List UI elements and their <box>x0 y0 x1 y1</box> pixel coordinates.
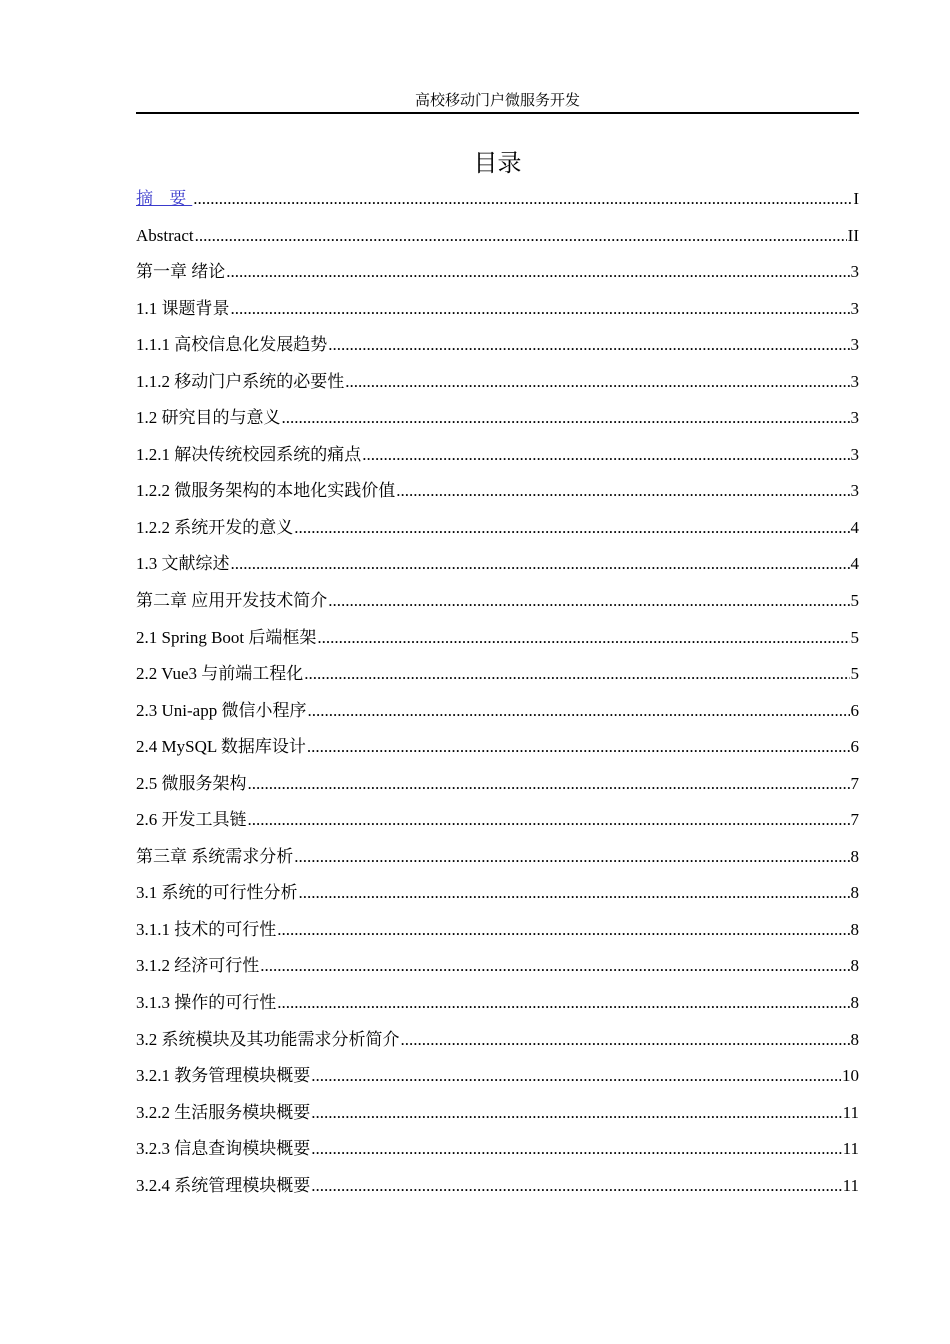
toc-dot-leader <box>317 622 849 654</box>
toc-page-number: 8 <box>850 956 859 976</box>
toc-entry-label: 1.2 研究目的与意义 <box>136 408 281 428</box>
toc-dot-leader <box>226 256 849 288</box>
toc-page-number: 7 <box>850 773 859 793</box>
toc-entry[interactable] <box>136 1170 859 1207</box>
toc-page-number: 8 <box>850 883 859 903</box>
toc-entry-label: 3.2.3 信息查询模块概要 <box>136 1139 311 1159</box>
toc-page-number: 5 <box>850 591 859 611</box>
toc-dot-leader <box>396 475 849 507</box>
toc-dot-leader <box>282 402 850 434</box>
toc-page-number: II <box>847 225 859 245</box>
toc-dot-leader <box>231 293 850 325</box>
toc-entry[interactable] <box>136 548 859 585</box>
toc-entry[interactable] <box>136 622 859 659</box>
toc-entry-label: 1.3 文献综述 <box>136 554 230 574</box>
toc-page-number: 4 <box>850 554 859 574</box>
toc-entry-label: 1.1.1 高校信息化发展趋势 <box>136 335 328 355</box>
toc-dot-leader <box>277 914 849 946</box>
toc-dot-leader <box>401 1024 850 1056</box>
toc-entry[interactable] <box>136 1097 859 1134</box>
toc-page-number: 11 <box>842 1102 859 1122</box>
toc-entry-label: 2.6 开发工具链 <box>136 810 247 830</box>
toc-entry-label: 1.1 课题背景 <box>136 298 230 318</box>
toc-entry-label: Abstract <box>136 225 194 245</box>
toc-entry[interactable] <box>136 768 859 805</box>
toc-entry[interactable] <box>136 841 859 878</box>
toc-entry-label: 2.2 Vue3 与前端工程化 <box>136 664 304 684</box>
toc-entry-label: 1.2.2 微服务架构的本地化实践价值 <box>136 481 396 501</box>
toc-entry-label: 2.4 MySQL 数据库设计 <box>136 737 306 757</box>
toc-page-number: 3 <box>850 371 859 391</box>
toc-page-number: I <box>853 189 859 208</box>
toc-dot-leader <box>345 366 849 398</box>
toc-entry-label: 1.2.2 系统开发的意义 <box>136 517 294 537</box>
toc-entry[interactable] <box>136 731 859 768</box>
toc-page-number: 6 <box>850 700 859 720</box>
toc-entry[interactable] <box>136 256 859 293</box>
toc-dot-leader <box>248 768 850 800</box>
toc-dot-leader <box>311 1097 841 1129</box>
toc-page-number: 6 <box>850 737 859 757</box>
toc-entry-label: 3.1.1 技术的可行性 <box>136 919 277 939</box>
toc-entry-label: 第一章 绪论 <box>136 262 226 282</box>
toc-dot-leader <box>193 183 852 215</box>
toc-page-number: 3 <box>850 262 859 282</box>
toc-page-number: 5 <box>850 627 859 647</box>
toc-entry[interactable] <box>136 402 859 439</box>
toc-page-number: 3 <box>850 298 859 318</box>
toc-entry-label: 3.1.3 操作的可行性 <box>136 993 277 1013</box>
toc-page-number: 3 <box>850 408 859 428</box>
toc-entry[interactable] <box>136 658 859 695</box>
toc-entry[interactable] <box>136 366 859 403</box>
toc-dot-leader <box>328 329 849 361</box>
header-title: 高校移动门户微服务开发 <box>414 91 580 109</box>
toc-entry-label: 第三章 系统需求分析 <box>136 846 294 866</box>
toc-dot-leader <box>307 731 850 763</box>
toc-page-number: 4 <box>850 517 859 537</box>
toc-page-number: 11 <box>842 1139 859 1159</box>
toc-page-number: 8 <box>850 1029 859 1049</box>
toc-entry-label: 3.2.1 教务管理模块概要 <box>136 1066 311 1086</box>
table-of-contents <box>136 183 859 1206</box>
toc-entry[interactable] <box>136 329 859 366</box>
toc-page-number: 3 <box>850 481 859 501</box>
toc-entry[interactable] <box>136 439 859 476</box>
toc-entry-label: 2.3 Uni-app 微信小程序 <box>136 700 307 720</box>
toc-page-number: 3 <box>850 335 859 355</box>
toc-dot-leader <box>195 220 847 252</box>
toc-entry[interactable] <box>136 585 859 622</box>
toc-entry-label: 3.2.2 生活服务模块概要 <box>136 1102 311 1122</box>
toc-entry-label: 3.1.2 经济可行性 <box>136 956 260 976</box>
toc-entry[interactable] <box>136 987 859 1024</box>
toc-entry[interactable] <box>136 183 859 220</box>
toc-page-number: 10 <box>842 1066 859 1086</box>
toc-entry[interactable] <box>136 293 859 330</box>
toc-entry-label: 第二章 应用开发技术简介 <box>136 591 328 611</box>
toc-dot-leader <box>294 512 849 544</box>
toc-dot-leader <box>311 1060 841 1092</box>
toc-dot-leader <box>311 1133 841 1165</box>
toc-entry-label: 3.2 系统模块及其功能需求分析简介 <box>136 1029 400 1049</box>
toc-entry-label: 2.5 微服务架构 <box>136 773 247 793</box>
toc-page-number: 8 <box>850 919 859 939</box>
toc-entry[interactable] <box>136 695 859 732</box>
toc-entry-link[interactable]: 摘 要 <box>136 189 193 208</box>
toc-dot-leader <box>328 585 849 617</box>
toc-entry-label: 2.1 Spring Boot 后端框架 <box>136 627 317 647</box>
toc-entry[interactable] <box>136 1024 859 1061</box>
toc-entry[interactable] <box>136 220 859 257</box>
toc-dot-leader <box>299 877 850 909</box>
toc-page-number: 7 <box>850 810 859 830</box>
toc-dot-leader <box>277 987 849 1019</box>
page-header <box>136 90 859 114</box>
toc-dot-leader <box>260 950 849 982</box>
toc-entry[interactable] <box>136 877 859 914</box>
toc-entry-label: 3.1 系统的可行性分析 <box>136 883 298 903</box>
toc-dot-leader <box>304 658 849 690</box>
toc-page-number: 5 <box>850 664 859 684</box>
toc-page-number: 8 <box>850 993 859 1013</box>
toc-dot-leader <box>362 439 849 471</box>
toc-page-number: 11 <box>842 1175 859 1195</box>
toc-entry[interactable] <box>136 512 859 549</box>
toc-dot-leader <box>248 804 850 836</box>
toc-page-number: 8 <box>850 846 859 866</box>
toc-entry-label: 3.2.4 系统管理模块概要 <box>136 1175 311 1195</box>
toc-dot-leader <box>294 841 849 873</box>
toc-entry-label: 1.1.2 移动门户系统的必要性 <box>136 371 345 391</box>
toc-entry[interactable] <box>136 1060 859 1097</box>
toc-title: 目录 <box>473 149 522 177</box>
toc-entry[interactable] <box>136 950 859 987</box>
toc-entry[interactable] <box>136 914 859 951</box>
toc-page-number: 3 <box>850 444 859 464</box>
toc-entry[interactable] <box>136 1133 859 1170</box>
toc-entry[interactable] <box>136 475 859 512</box>
toc-entry-label: 1.2.1 解决传统校园系统的痛点 <box>136 444 362 464</box>
toc-dot-leader <box>231 548 850 580</box>
toc-dot-leader <box>307 695 849 727</box>
toc-dot-leader <box>311 1170 841 1202</box>
toc-entry[interactable] <box>136 804 859 841</box>
